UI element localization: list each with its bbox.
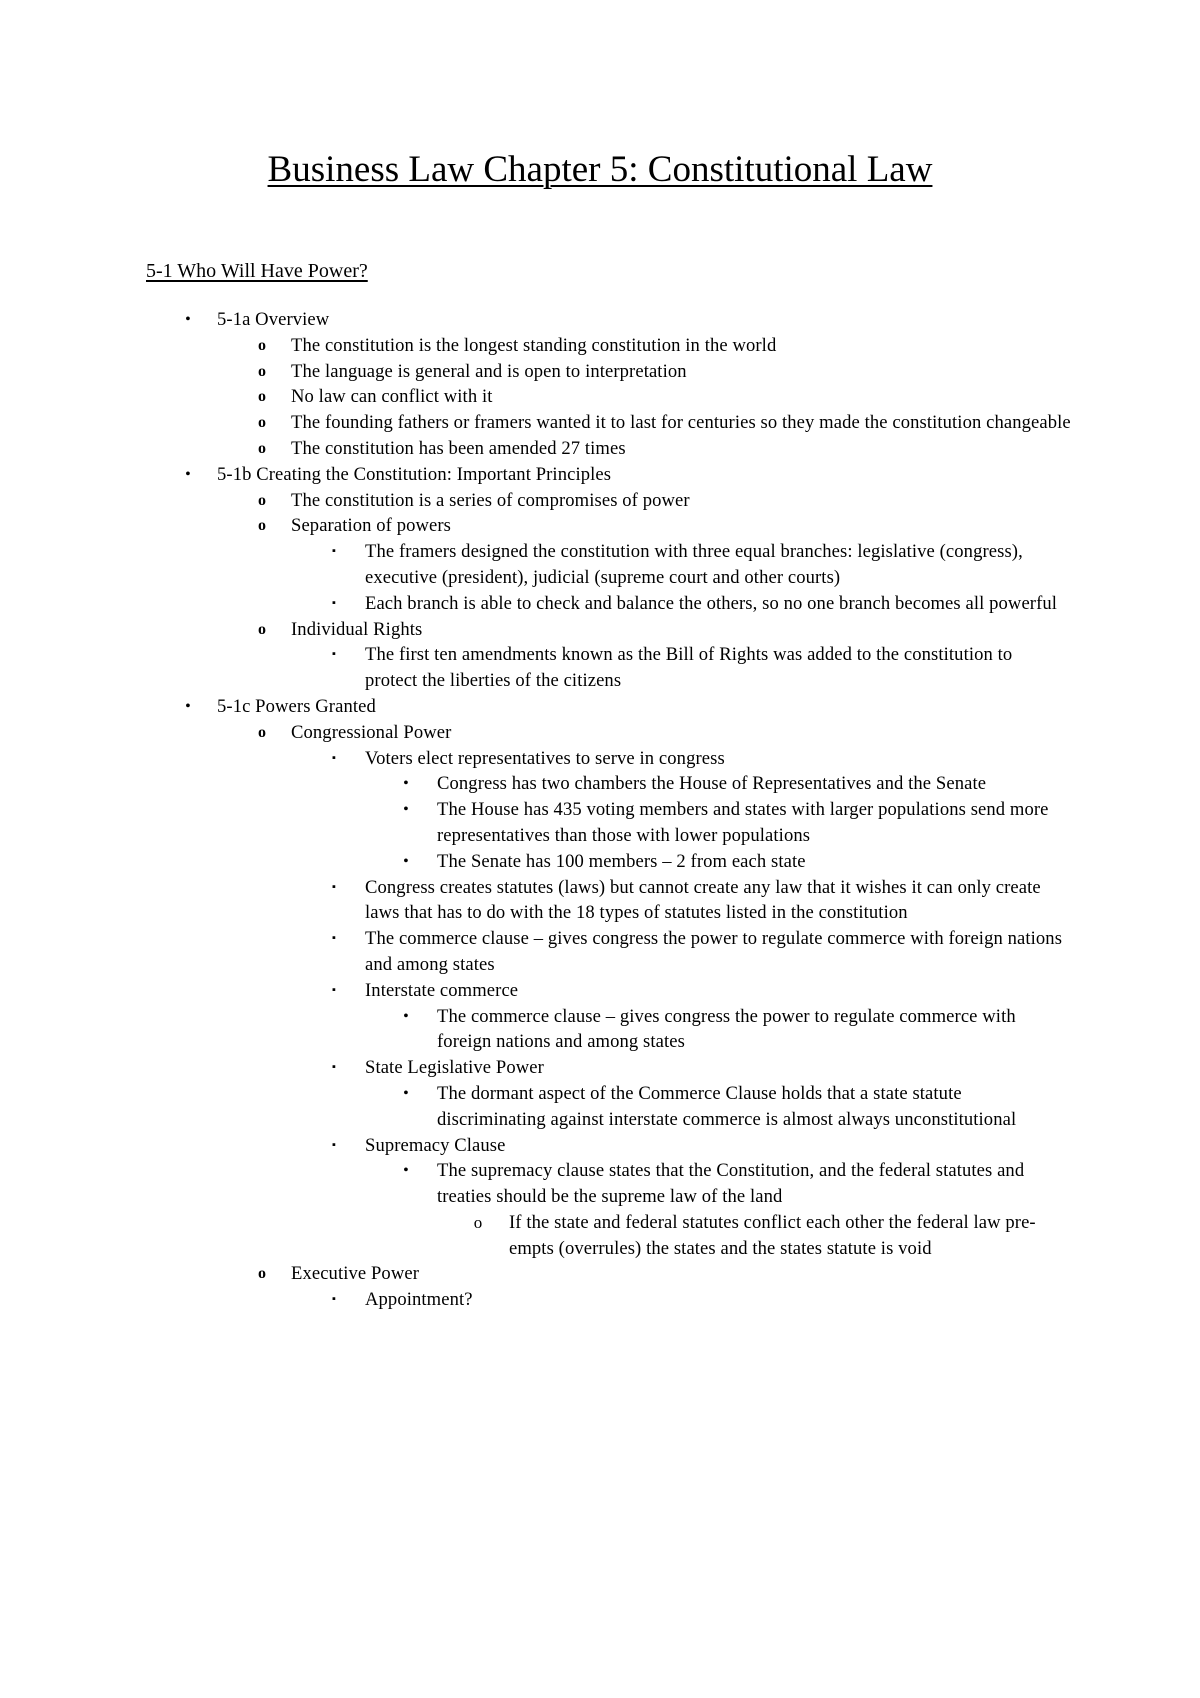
list-item-text: State Legislative Power — [365, 1057, 544, 1079]
square-bullet-icon: ▪ — [332, 1293, 336, 1306]
list-item — [0, 1133, 1200, 1159]
list-item-text: Separation of powers — [291, 515, 452, 537]
list-item-text: Congress creates statutes (laws) but cannot create any law that it wishes it can only create laws that has to do with the 18 types of statutes listed in the constitution — [365, 876, 1041, 924]
document-title: Business Law Chapter 5: Constitutional Law — [267, 149, 933, 190]
list-item-text: The framers designed the constitution with three equal branches: legislative (congress), executive (president), judicial (supreme court and other courts) — [365, 541, 1023, 588]
bullet-icon: • — [185, 311, 191, 328]
list-item-text: The dormant aspect of the Commerce Clause holds that a state statute discriminating against interstate commerce is almost always unconstitutional — [437, 1082, 1017, 1130]
list-item — [0, 462, 1200, 488]
square-bullet-icon: ▪ — [332, 1138, 336, 1151]
bullet-icon: • — [403, 801, 409, 819]
square-bullet-icon: ▪ — [332, 545, 336, 558]
list-item-text: Voters elect representatives to serve in congress — [365, 747, 725, 769]
square-bullet-icon: ▪ — [332, 1061, 336, 1074]
list-item-text: The commerce clause – gives congress the power to regulate commerce with foreign nations and among states — [365, 928, 1063, 975]
list-item-text: No law can conflict with it — [291, 386, 493, 408]
list-item-text: The founding fathers or framers wanted it to last for centuries so they made the constitution changeable — [291, 412, 1071, 434]
list-item — [0, 1081, 1200, 1133]
circle-bullet-icon: o — [257, 336, 267, 354]
square-bullet-icon: ▪ — [332, 751, 336, 764]
list-item-text: The constitution has been amended 27 times — [291, 437, 626, 459]
list-item — [0, 539, 1200, 591]
list-item — [0, 797, 1200, 849]
square-bullet-icon: ▪ — [332, 880, 336, 893]
list-item — [0, 746, 1200, 772]
section-heading: 5-1 Who Will Have Power? — [146, 260, 368, 282]
square-bullet-icon: ▪ — [332, 983, 336, 996]
list-item — [0, 410, 1200, 436]
list-item-text: 5-1c Powers Granted — [217, 695, 376, 717]
circle-bullet-icon: o — [473, 1212, 483, 1232]
list-item — [0, 642, 1200, 694]
circle-bullet-icon: o — [257, 388, 267, 406]
list-item — [0, 488, 1200, 514]
list-item — [0, 1004, 1200, 1056]
list-item-text: Interstate commerce — [365, 979, 519, 1001]
list-item-text: The House has 435 voting members and states with larger populations send more representatives than those with lower populations — [437, 799, 1049, 846]
circle-bullet-icon: o — [257, 362, 267, 380]
list-item — [0, 694, 1200, 720]
circle-bullet-icon: o — [257, 414, 267, 432]
list-item — [0, 333, 1200, 359]
list-item-text: Supremacy Clause — [365, 1134, 506, 1156]
list-item — [0, 307, 1200, 333]
list-item — [0, 978, 1200, 1004]
list-item-text: If the state and federal statutes conflict each other the federal law pre-empts (overrules) the states and the states statute is void — [509, 1211, 1036, 1259]
list-item — [0, 926, 1200, 978]
bullet-icon: • — [403, 1007, 409, 1025]
list-item — [0, 875, 1200, 927]
list-item — [0, 1261, 1200, 1287]
list-item-text: 5-1b Creating the Constitution: Important Principles — [217, 463, 612, 485]
list-item — [0, 1158, 1200, 1210]
list-item — [0, 849, 1200, 875]
bullet-icon: • — [185, 465, 191, 483]
list-item — [0, 513, 1200, 539]
list-item-text: Individual Rights — [291, 618, 423, 640]
list-item — [0, 1210, 1200, 1262]
list-item — [0, 591, 1200, 617]
list-item-text: The language is general and is open to interpretation — [291, 360, 687, 382]
circle-bullet-icon: o — [257, 1265, 267, 1283]
square-bullet-icon: ▪ — [332, 596, 336, 609]
list-item-text: The first ten amendments known as the Bill of Rights was added to the constitution to protect the liberties of the citizens — [365, 644, 1013, 692]
list-item-text: The commerce clause – gives congress the power to regulate commerce with foreign nations and among states — [437, 1005, 1016, 1053]
list-item-text: The Senate has 100 members – 2 from each state — [437, 850, 806, 872]
list-item — [0, 384, 1200, 410]
list-item — [0, 1055, 1200, 1081]
list-item-text: 5-1a Overview — [217, 309, 330, 330]
list-item — [0, 359, 1200, 385]
list-item-text: Appointment? — [365, 1289, 473, 1311]
list-item-text: The constitution is a series of compromises of power — [291, 489, 690, 511]
square-bullet-icon: ▪ — [332, 932, 336, 945]
list-item-text: Congressional Power — [291, 721, 452, 743]
circle-bullet-icon: o — [257, 723, 267, 741]
list-item-text: Executive Power — [291, 1263, 419, 1285]
circle-bullet-icon: o — [257, 620, 267, 638]
list-item — [0, 771, 1200, 797]
list-item — [0, 617, 1200, 643]
list-item-text: The supremacy clause states that the Constitution, and the federal statutes and treaties should be the supreme law of the land — [437, 1160, 1025, 1208]
list-item — [0, 720, 1200, 746]
circle-bullet-icon: o — [257, 439, 267, 457]
list-item-text: Congress has two chambers the House of Representatives and the Senate — [437, 773, 987, 795]
bullet-icon: • — [403, 1162, 409, 1180]
bullet-icon: • — [403, 1084, 409, 1102]
bullet-icon: • — [403, 775, 409, 793]
circle-bullet-icon: o — [257, 517, 267, 535]
bullet-icon: • — [185, 697, 191, 715]
bullet-icon: • — [403, 852, 409, 870]
circle-bullet-icon: o — [257, 491, 267, 509]
outline-list — [0, 307, 1200, 1313]
square-bullet-icon: ▪ — [332, 648, 336, 661]
list-item — [0, 436, 1200, 462]
list-item — [0, 1287, 1200, 1313]
list-item-text: Each branch is able to check and balance the others, so no one branch becomes all powerful — [365, 592, 1058, 614]
list-item-text: The constitution is the longest standing constitution in the world — [291, 334, 777, 356]
